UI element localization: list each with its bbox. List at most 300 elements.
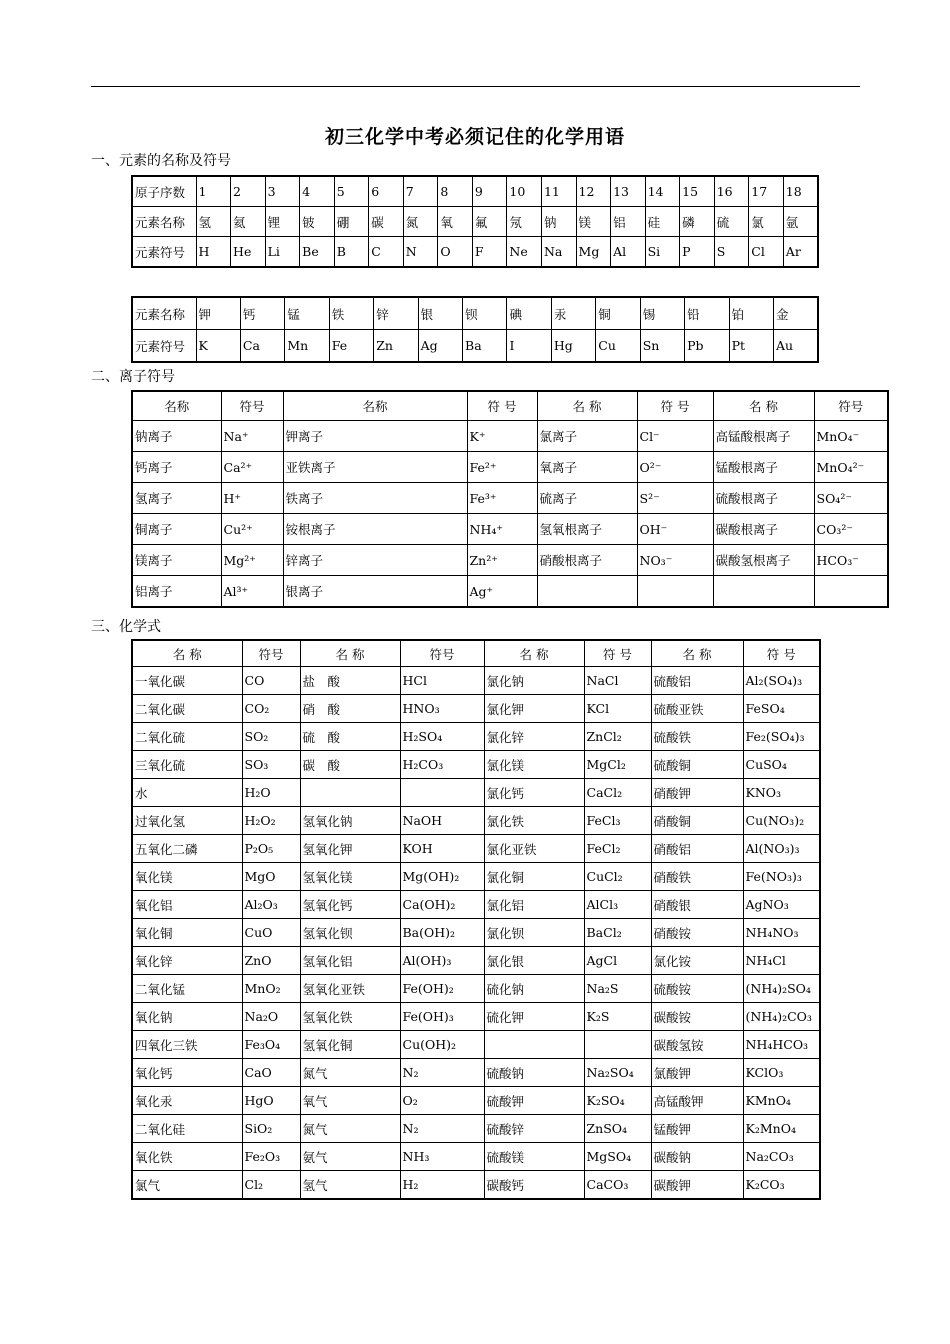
symbol-cell: Ba(OH)₂ — [400, 919, 484, 947]
name-cell: 硫酸铁 — [651, 723, 743, 751]
name-cell: 氢氧化铁 — [300, 1003, 400, 1031]
column-header: 符 号 — [584, 640, 651, 667]
symbol-cell: Mg(OH)₂ — [400, 863, 484, 891]
table-row — [132, 483, 888, 514]
symbol-cell: Fe(NO₃)₃ — [743, 863, 820, 891]
table-row — [132, 176, 818, 207]
symbol-cell: K₂SO₄ — [584, 1087, 651, 1115]
element-symbol-cell: Li — [265, 237, 300, 268]
section-heading-elements: 一、元素的名称及符号 — [91, 153, 231, 169]
symbol-cell: Fe(OH)₃ — [400, 1003, 484, 1031]
element-name-cell: 铝 — [611, 207, 646, 237]
atomic-number-cell: 6 — [369, 176, 404, 207]
symbol-cell: Fe(OH)₂ — [400, 975, 484, 1003]
element-symbol-cell: Be — [300, 237, 335, 268]
column-header: 名称 — [132, 391, 221, 421]
symbol-cell: NO₃⁻ — [637, 545, 713, 576]
symbol-cell: H₂SO₄ — [400, 723, 484, 751]
column-header: 符 号 — [637, 391, 713, 421]
element-name-cell: 锰 — [285, 297, 329, 330]
column-header: 符号 — [221, 391, 283, 421]
symbol-cell: NaCl — [584, 667, 651, 695]
section-heading-formulas: 三、化学式 — [91, 619, 161, 635]
name-cell: 氧气 — [300, 1087, 400, 1115]
atomic-number-cell: 15 — [680, 176, 715, 207]
symbol-cell: Ca(OH)₂ — [400, 891, 484, 919]
name-cell: 硝酸钾 — [651, 779, 743, 807]
symbol-cell: CaCl₂ — [584, 779, 651, 807]
symbol-cell: BaCl₂ — [584, 919, 651, 947]
table-row — [132, 667, 820, 695]
symbol-cell: K₂CO₃ — [743, 1171, 820, 1200]
column-header: 名 称 — [300, 640, 400, 667]
symbol-cell: CuO — [242, 919, 300, 947]
name-cell: 硝酸铜 — [651, 807, 743, 835]
atomic-number-cell: 14 — [645, 176, 680, 207]
name-cell: 硝酸根离子 — [537, 545, 637, 576]
header-row — [132, 640, 820, 667]
symbol-cell: O²⁻ — [637, 452, 713, 483]
symbol-cell: Cl₂ — [242, 1171, 300, 1200]
name-cell: 三氧化硫 — [132, 751, 242, 779]
element-symbol-cell: Mn — [285, 330, 329, 363]
symbol-cell: K₂S — [584, 1003, 651, 1031]
name-cell: 氯离子 — [537, 421, 637, 452]
symbol-cell: Na₂CO₃ — [743, 1143, 820, 1171]
column-header: 名 称 — [484, 640, 584, 667]
element-name-cell: 铁 — [329, 297, 373, 330]
name-cell: 氮气 — [300, 1115, 400, 1143]
symbol-cell: Cu(NO₃)₂ — [743, 807, 820, 835]
element-symbol-cell: P — [680, 237, 715, 268]
element-symbol-cell: Pb — [685, 330, 729, 363]
table-row — [132, 1171, 820, 1200]
atomic-number-cell: 1 — [196, 176, 231, 207]
name-cell: 氮气 — [300, 1059, 400, 1087]
formula-table — [131, 639, 821, 1200]
atomic-number-cell: 18 — [783, 176, 818, 207]
name-cell: 氯化钡 — [484, 919, 584, 947]
symbol-cell: Fe³⁺ — [467, 483, 537, 514]
element-symbol-cell: Cu — [596, 330, 640, 363]
element-symbol-cell: K — [196, 330, 240, 363]
column-header: 名 称 — [132, 640, 242, 667]
column-header: 符号 — [814, 391, 888, 421]
name-cell: 硝酸铝 — [651, 835, 743, 863]
symbol-cell: Cu²⁺ — [221, 514, 283, 545]
name-cell: 四氧化三铁 — [132, 1031, 242, 1059]
table-row — [132, 835, 820, 863]
element-symbol-cell: He — [231, 237, 266, 268]
element-table-1 — [131, 175, 819, 268]
symbol-cell: CuSO₄ — [743, 751, 820, 779]
name-cell: 氢氧化钠 — [300, 807, 400, 835]
symbol-cell — [584, 1031, 651, 1059]
symbol-cell — [637, 576, 713, 608]
symbol-cell: N₂ — [400, 1059, 484, 1087]
header-row — [132, 391, 888, 421]
symbol-cell: H₂CO₃ — [400, 751, 484, 779]
table-row — [132, 576, 888, 608]
element-name-cell: 磷 — [680, 207, 715, 237]
name-cell: 碳酸根离子 — [713, 514, 814, 545]
element-name-cell: 锂 — [265, 207, 300, 237]
name-cell: 氧化锌 — [132, 947, 242, 975]
table-row — [132, 514, 888, 545]
symbol-cell: H₂ — [400, 1171, 484, 1200]
table-row — [132, 452, 888, 483]
name-cell: 镁离子 — [132, 545, 221, 576]
name-cell: 一氧化碳 — [132, 667, 242, 695]
element-symbol-cell: Mg — [576, 237, 611, 268]
name-cell: 碳酸钠 — [651, 1143, 743, 1171]
element-name-cell: 氩 — [783, 207, 818, 237]
element-table-2 — [131, 296, 819, 363]
symbol-cell: CO — [242, 667, 300, 695]
table-row — [132, 330, 818, 363]
symbol-cell: NH₄NO₃ — [743, 919, 820, 947]
symbol-cell: KMnO₄ — [743, 1087, 820, 1115]
name-cell: 锌离子 — [283, 545, 467, 576]
page-title: 初三化学中考必须记住的化学用语 — [324, 126, 625, 148]
name-cell: 氯化钠 — [484, 667, 584, 695]
symbol-cell: Al₂(SO₄)₃ — [743, 667, 820, 695]
symbol-cell — [400, 779, 484, 807]
table-row — [132, 297, 818, 330]
name-cell: 硫酸钠 — [484, 1059, 584, 1087]
name-cell: 氯化铁 — [484, 807, 584, 835]
name-cell: 氢氧化亚铁 — [300, 975, 400, 1003]
symbol-cell: SO₃ — [242, 751, 300, 779]
symbol-cell: MgO — [242, 863, 300, 891]
name-cell: 氯化铵 — [651, 947, 743, 975]
element-symbol-cell: F — [472, 237, 507, 268]
name-cell: 氯化钙 — [484, 779, 584, 807]
symbol-cell: AlCl₃ — [584, 891, 651, 919]
name-cell: 五氧化二磷 — [132, 835, 242, 863]
element-name-cell: 氮 — [403, 207, 438, 237]
column-header: 符号 — [400, 640, 484, 667]
element-name-cell: 氢 — [196, 207, 231, 237]
name-cell: 硫 酸 — [300, 723, 400, 751]
element-name-cell: 铅 — [685, 297, 729, 330]
element-name-cell: 钙 — [240, 297, 284, 330]
name-cell — [713, 576, 814, 608]
element-name-cell: 铍 — [300, 207, 335, 237]
element-symbol-cell: Fe — [329, 330, 373, 363]
atomic-number-cell: 17 — [749, 176, 784, 207]
symbol-cell: Na₂SO₄ — [584, 1059, 651, 1087]
element-name-cell: 氧 — [438, 207, 473, 237]
symbol-cell: ZnSO₄ — [584, 1115, 651, 1143]
name-cell: 铝离子 — [132, 576, 221, 608]
name-cell: 硫化钾 — [484, 1003, 584, 1031]
name-cell — [484, 1031, 584, 1059]
symbol-cell: Al³⁺ — [221, 576, 283, 608]
name-cell: 氯化钾 — [484, 695, 584, 723]
element-symbol-cell: Si — [645, 237, 680, 268]
column-header: 符 号 — [467, 391, 537, 421]
atomic-number-cell: 8 — [438, 176, 473, 207]
name-cell: 硫化钠 — [484, 975, 584, 1003]
element-symbol-cell: Cl — [749, 237, 784, 268]
symbol-cell: CuCl₂ — [584, 863, 651, 891]
name-cell: 钠离子 — [132, 421, 221, 452]
name-cell: 氧离子 — [537, 452, 637, 483]
name-cell: 钙离子 — [132, 452, 221, 483]
symbol-cell: Cl⁻ — [637, 421, 713, 452]
symbol-cell: Al₂O₃ — [242, 891, 300, 919]
header-rule — [91, 86, 860, 87]
symbol-cell: MnO₄²⁻ — [814, 452, 888, 483]
name-cell: 氢氧化铝 — [300, 947, 400, 975]
name-cell: 钾离子 — [283, 421, 467, 452]
name-cell: 锰酸钾 — [651, 1115, 743, 1143]
name-cell: 氢氧化钙 — [300, 891, 400, 919]
table-row — [132, 1003, 820, 1031]
atomic-number-cell: 13 — [611, 176, 646, 207]
section-heading-ions: 二、离子符号 — [91, 369, 175, 385]
name-cell — [537, 576, 637, 608]
name-cell: 硫酸锌 — [484, 1115, 584, 1143]
name-cell: 氯气 — [132, 1171, 242, 1200]
symbol-cell: Na⁺ — [221, 421, 283, 452]
element-name-cell: 锌 — [374, 297, 418, 330]
table-row — [132, 421, 888, 452]
element-symbol-cell: Zn — [374, 330, 418, 363]
symbol-cell: Al(NO₃)₃ — [743, 835, 820, 863]
symbol-cell: CO₃²⁻ — [814, 514, 888, 545]
row-header: 原子序数 — [132, 176, 196, 207]
row-header: 元素符号 — [132, 330, 196, 363]
symbol-cell: H₂O₂ — [242, 807, 300, 835]
symbol-cell: FeCl₂ — [584, 835, 651, 863]
name-cell — [300, 779, 400, 807]
column-header: 名 称 — [651, 640, 743, 667]
table-row — [132, 779, 820, 807]
symbol-cell: Cu(OH)₂ — [400, 1031, 484, 1059]
name-cell: 水 — [132, 779, 242, 807]
symbol-cell: HCl — [400, 667, 484, 695]
symbol-cell: MgCl₂ — [584, 751, 651, 779]
symbol-cell: Mg²⁺ — [221, 545, 283, 576]
name-cell: 二氧化硫 — [132, 723, 242, 751]
element-symbol-cell: C — [369, 237, 404, 268]
symbol-cell: NH₄⁺ — [467, 514, 537, 545]
name-cell: 氢氧根离子 — [537, 514, 637, 545]
atomic-number-cell: 10 — [507, 176, 542, 207]
element-symbol-cell: Na — [541, 237, 576, 268]
name-cell: 硫离子 — [537, 483, 637, 514]
name-cell: 二氧化碳 — [132, 695, 242, 723]
element-symbol-cell: O — [438, 237, 473, 268]
element-name-cell: 钾 — [196, 297, 240, 330]
column-header: 符号 — [242, 640, 300, 667]
symbol-cell: Fe₂(SO₄)₃ — [743, 723, 820, 751]
symbol-cell: O₂ — [400, 1087, 484, 1115]
element-name-cell: 锡 — [640, 297, 684, 330]
atomic-number-cell: 16 — [714, 176, 749, 207]
symbol-cell: KNO₃ — [743, 779, 820, 807]
name-cell: 铁离子 — [283, 483, 467, 514]
symbol-cell: HCO₃⁻ — [814, 545, 888, 576]
element-symbol-cell: Ba — [463, 330, 507, 363]
atomic-number-cell: 7 — [403, 176, 438, 207]
symbol-cell: NH₄Cl — [743, 947, 820, 975]
name-cell: 碳酸氢铵 — [651, 1031, 743, 1059]
name-cell: 二氧化硅 — [132, 1115, 242, 1143]
column-header: 名 称 — [537, 391, 637, 421]
row-header: 元素名称 — [132, 207, 196, 237]
element-name-cell: 硼 — [334, 207, 369, 237]
element-name-cell: 金 — [773, 297, 818, 330]
symbol-cell: H₂O — [242, 779, 300, 807]
element-name-cell: 硫 — [714, 207, 749, 237]
element-name-cell: 汞 — [551, 297, 595, 330]
symbol-cell: SO₂ — [242, 723, 300, 751]
name-cell: 硫酸铝 — [651, 667, 743, 695]
symbol-cell: N₂ — [400, 1115, 484, 1143]
atomic-number-cell: 4 — [300, 176, 335, 207]
symbol-cell: P₂O₅ — [242, 835, 300, 863]
name-cell: 氯化银 — [484, 947, 584, 975]
atomic-number-cell: 12 — [576, 176, 611, 207]
symbol-cell: Na₂S — [584, 975, 651, 1003]
symbol-cell: HgO — [242, 1087, 300, 1115]
atomic-number-cell: 3 — [265, 176, 300, 207]
table-row — [132, 975, 820, 1003]
table-row — [132, 723, 820, 751]
name-cell: 氨气 — [300, 1143, 400, 1171]
name-cell: 铵根离子 — [283, 514, 467, 545]
table-row — [132, 1031, 820, 1059]
symbol-cell — [814, 576, 888, 608]
name-cell: 氧化汞 — [132, 1087, 242, 1115]
symbol-cell: AgCl — [584, 947, 651, 975]
symbol-cell: (NH₄)₂CO₃ — [743, 1003, 820, 1031]
symbol-cell: OH⁻ — [637, 514, 713, 545]
element-symbol-cell: Sn — [640, 330, 684, 363]
name-cell: 亚铁离子 — [283, 452, 467, 483]
element-name-cell: 铂 — [729, 297, 773, 330]
table-row — [132, 1087, 820, 1115]
name-cell: 硝酸铁 — [651, 863, 743, 891]
name-cell: 氢氧化镁 — [300, 863, 400, 891]
table-row — [132, 545, 888, 576]
symbol-cell: Ca²⁺ — [221, 452, 283, 483]
atomic-number-cell: 2 — [231, 176, 266, 207]
symbol-cell: CaCO₃ — [584, 1171, 651, 1200]
element-symbol-cell: Hg — [551, 330, 595, 363]
name-cell: 氢离子 — [132, 483, 221, 514]
name-cell: 碳 酸 — [300, 751, 400, 779]
name-cell: 氧化铁 — [132, 1143, 242, 1171]
name-cell: 锰酸根离子 — [713, 452, 814, 483]
name-cell: 氧化钠 — [132, 1003, 242, 1031]
table-row — [132, 237, 818, 268]
column-header: 符 号 — [743, 640, 820, 667]
name-cell: 氧化铜 — [132, 919, 242, 947]
symbol-cell: S²⁻ — [637, 483, 713, 514]
symbol-cell: ZnCl₂ — [584, 723, 651, 751]
name-cell: 氢氧化钡 — [300, 919, 400, 947]
element-symbol-cell: Ag — [418, 330, 462, 363]
name-cell: 铜离子 — [132, 514, 221, 545]
symbol-cell: MgSO₄ — [584, 1143, 651, 1171]
element-name-cell: 钡 — [463, 297, 507, 330]
name-cell: 氯化铜 — [484, 863, 584, 891]
table-row — [132, 919, 820, 947]
table-row — [132, 1143, 820, 1171]
element-symbol-cell: Al — [611, 237, 646, 268]
table-row — [132, 891, 820, 919]
name-cell: 硝酸银 — [651, 891, 743, 919]
symbol-cell: Na₂O — [242, 1003, 300, 1031]
element-name-cell: 氟 — [472, 207, 507, 237]
table-row — [132, 1115, 820, 1143]
atomic-number-cell: 5 — [334, 176, 369, 207]
name-cell: 氢氧化钾 — [300, 835, 400, 863]
element-symbol-cell: Ca — [240, 330, 284, 363]
name-cell: 碳酸铵 — [651, 1003, 743, 1031]
name-cell: 氯化铝 — [484, 891, 584, 919]
symbol-cell: CO₂ — [242, 695, 300, 723]
name-cell: 硫酸铜 — [651, 751, 743, 779]
element-name-cell: 碘 — [507, 297, 551, 330]
table-row — [132, 807, 820, 835]
symbol-cell: KOH — [400, 835, 484, 863]
name-cell: 硫酸镁 — [484, 1143, 584, 1171]
name-cell: 高锰酸钾 — [651, 1087, 743, 1115]
symbol-cell: ZnO — [242, 947, 300, 975]
symbol-cell: Fe²⁺ — [467, 452, 537, 483]
column-header: 名 称 — [713, 391, 814, 421]
name-cell: 氯化亚铁 — [484, 835, 584, 863]
name-cell: 氯化锌 — [484, 723, 584, 751]
atomic-number-cell: 11 — [541, 176, 576, 207]
symbol-cell: SiO₂ — [242, 1115, 300, 1143]
name-cell: 氧化镁 — [132, 863, 242, 891]
name-cell: 硝 酸 — [300, 695, 400, 723]
element-symbol-cell: B — [334, 237, 369, 268]
table-row — [132, 863, 820, 891]
symbol-cell: Fe₃O₄ — [242, 1031, 300, 1059]
element-name-cell: 铜 — [596, 297, 640, 330]
symbol-cell: CaO — [242, 1059, 300, 1087]
symbol-cell: FeSO₄ — [743, 695, 820, 723]
table-row — [132, 207, 818, 237]
name-cell: 过氧化氢 — [132, 807, 242, 835]
element-name-cell: 碳 — [369, 207, 404, 237]
symbol-cell: KClO₃ — [743, 1059, 820, 1087]
symbol-cell: H⁺ — [221, 483, 283, 514]
symbol-cell: MnO₂ — [242, 975, 300, 1003]
symbol-cell: MnO₄⁻ — [814, 421, 888, 452]
element-symbol-cell: I — [507, 330, 551, 363]
symbol-cell: Fe₂O₃ — [242, 1143, 300, 1171]
name-cell: 硫酸铵 — [651, 975, 743, 1003]
table-row — [132, 751, 820, 779]
row-header: 元素符号 — [132, 237, 196, 268]
name-cell: 盐 酸 — [300, 667, 400, 695]
symbol-cell: (NH₄)₂SO₄ — [743, 975, 820, 1003]
name-cell: 银离子 — [283, 576, 467, 608]
name-cell: 硫酸亚铁 — [651, 695, 743, 723]
column-header: 名称 — [283, 391, 467, 421]
name-cell: 碳酸氢根离子 — [713, 545, 814, 576]
element-name-cell: 氦 — [231, 207, 266, 237]
name-cell: 硝酸铵 — [651, 919, 743, 947]
